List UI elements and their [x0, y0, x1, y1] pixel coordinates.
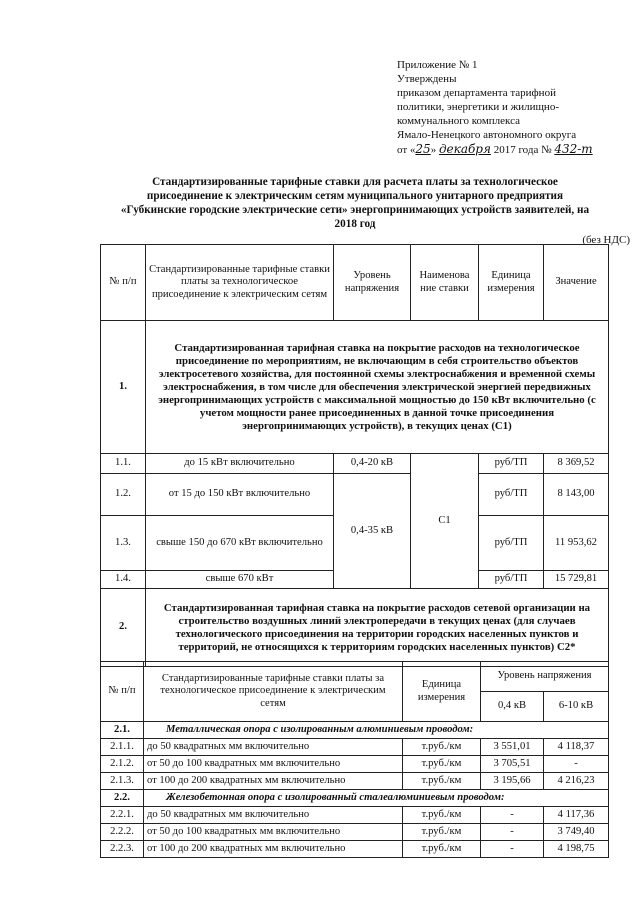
section-text: Стандартизированная тарифная ставка на покрытие расходов сетевой организации на строительство воздушных линий электропередачи в текущих ценах (для случаев технологического присоединения на территории городских населенных пунктов и территорий, не относящихся к территориям городских населенных пунктов) С2* [146, 589, 609, 667]
header-rate: Стандартизированные тарифные ставки платы за технологическое присоединение к электрическим сетям [146, 245, 334, 321]
order-day: 25 [415, 142, 431, 156]
voltage-cell: 0,4-20 кВ [334, 454, 411, 474]
section-text: Стандартизированная тарифная ставка на покрытие расходов на технологическое присоединение по мероприятиям, не включающим в себя строительство объектов электросетевого хозяйства, для постоянной схемы электроснабжения и временной схемы электроснабжения, в том числе для обеспечения электрической энергией передвижных энергопринимающих устройств с максимальной мощностью до 150 кВт включительно (с учетом мощности ранее присоединенных в данной точке присоединения энергопринимающих устройств), в текущих ценах (С1) [146, 321, 609, 454]
approval-line: коммунального комплекса [397, 115, 521, 127]
document-title: Стандартизированные тарифные ставки для расчета платы за технологическое присоединение к электрическим сетям муниципального унитарного предприятия «Губкинские городские электрические сети» энергопринимающих устройств заявителей, на 2018 год [120, 176, 590, 230]
tariff-table-c2 [100, 661, 609, 858]
table-row: 2.2.1. до 50 квадратных мм включительно т.руб./км - 4 117,36 [101, 807, 609, 824]
table-row: 1.1. до 15 кВт включительно 0,4-20 кВ С1 руб/ТП 8 369,52 [101, 454, 609, 474]
order-date-line: от «25» декабря 2017 года № 432-т [397, 142, 593, 156]
approval-block [397, 58, 632, 157]
header-rate-name: Наименова ние ставки [411, 245, 479, 321]
header-v04: 0,4 кВ [481, 692, 544, 722]
approval-line: политики, энергетики и жилищно- [397, 101, 559, 113]
header-voltage: Уровень напряжения [334, 245, 411, 321]
approval-line: приказом департамента тарифной [397, 87, 556, 99]
approved-label: Утверждены [397, 73, 457, 85]
section-row [101, 589, 609, 667]
table-header-row [101, 662, 609, 692]
header-value: Значение [544, 245, 609, 321]
header-rate: Стандартизированные тарифные ставки платы за технологическое присоединение к электрическим сетям [144, 662, 403, 722]
table-row: 2.2.3. от 100 до 200 квадратных мм включительно т.руб./км - 4 198,75 [101, 841, 609, 858]
table-row: 1.4. свыше 670 кВт руб/ТП 15 729,81 [101, 571, 609, 589]
group-row: 2.1. Металлическая опора с изолированным алюминиевым проводом: [101, 722, 609, 739]
rate-name-cell: С1 [411, 454, 479, 589]
tariff-table-c1 [100, 244, 609, 667]
approval-line: Ямало-Ненецкого автономного округа [397, 129, 577, 141]
header-unit: Единица измерения [403, 662, 481, 722]
table-row: 2.2.2. от 50 до 100 квадратных мм включительно т.руб./км - 3 749,40 [101, 824, 609, 841]
header-voltage: Уровень напряжения [481, 662, 609, 692]
appendix-number: Приложение № 1 [397, 59, 478, 71]
header-num: № п/п [101, 245, 146, 321]
section-num: 1. [101, 321, 146, 454]
section-num: 2. [101, 589, 146, 667]
group-row: 2.2. Железобетонная опора с изолированный сталеалюминиевым проводом: [101, 790, 609, 807]
table-header-row [101, 245, 609, 321]
table-row: 2.1.3. от 100 до 200 квадратных мм включительно т.руб./км 3 195,66 4 216,23 [101, 773, 609, 790]
table-row: 1.3. свыше 150 до 670 кВт включительно руб/ТП 11 953,62 [101, 516, 609, 571]
table-row: 2.1.2. от 50 до 100 квадратных мм включительно т.руб./км 3 705,51 - [101, 756, 609, 773]
group-title: Железобетонная опора с изолированный сталеалюминиевым проводом: [144, 790, 609, 807]
order-month: декабря [438, 142, 491, 156]
table-row: 2.1.1. до 50 квадратных мм включительно т.руб./км 3 551,01 4 118,37 [101, 739, 609, 756]
order-year: 2017 года № [493, 144, 552, 156]
voltage-cell: 0,4-35 кВ [334, 474, 411, 589]
group-title: Металлическая опора с изолированным алюминиевым проводом: [144, 722, 609, 739]
section-row [101, 321, 609, 454]
header-unit: Единица измерения [479, 245, 544, 321]
vat-note: (без НДС) [582, 234, 630, 246]
table-row: 1.2. от 15 до 150 кВт включительно 0,4-35 кВ руб/ТП 8 143,00 [101, 474, 609, 516]
header-num: № п/п [101, 662, 144, 722]
order-number: 432-т [554, 142, 593, 156]
header-v610: 6-10 кВ [544, 692, 609, 722]
